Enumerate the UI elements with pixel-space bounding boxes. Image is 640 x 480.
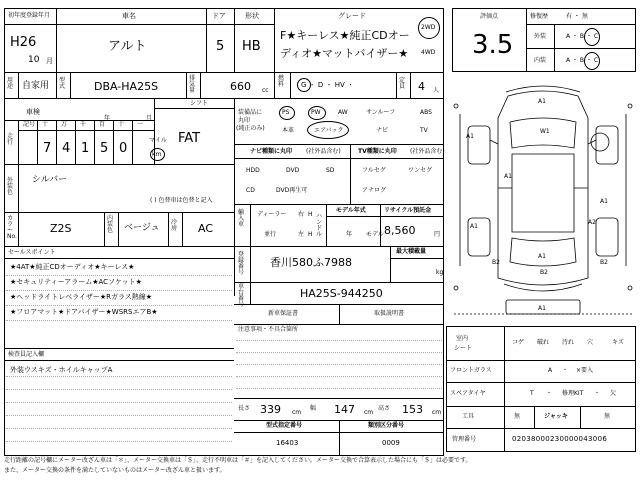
equipment-item: PS <box>282 109 290 116</box>
notes-rule <box>236 340 442 341</box>
diagram-label-a1-rear: A1 <box>538 253 546 260</box>
mileage-cell-divider <box>113 120 114 164</box>
diagram-label-a1-top: A1 <box>538 98 546 105</box>
spare-option: 欠 <box>610 390 617 397</box>
mileage-digit: 4 <box>62 141 71 156</box>
height-value: 153 <box>402 403 423 416</box>
spare-tire-label: スペアタイヤ <box>450 390 486 397</box>
sales-points-label: セールスポイント <box>8 249 56 256</box>
seat-option: 穴 <box>587 339 594 346</box>
management-label: 管理番号 <box>452 436 477 443</box>
equipment-item: PW <box>311 109 321 116</box>
car-damage-diagram <box>450 78 638 324</box>
width-value: 147 <box>334 403 355 416</box>
equipment-item: エアバック <box>314 127 344 134</box>
mileage-digit: 0 <box>119 141 128 156</box>
rating-label: 評価点 <box>480 13 499 20</box>
seat-option: 汚れ <box>562 339 575 346</box>
spare-option: 修理KIT <box>562 390 584 397</box>
drive-4wd-label: 4WD <box>421 49 436 56</box>
import-left-h: H <box>308 231 313 238</box>
equipment-item: 本革 <box>282 127 295 134</box>
equipment-item: AW <box>338 109 348 116</box>
inspector-rule <box>6 415 232 416</box>
drive-2wd-label: 2WD <box>421 24 436 31</box>
model-year-label: モデル年式 <box>336 207 366 214</box>
interior-label: 内装色 <box>107 215 114 234</box>
interior-grade-scale: A ・ B ・ C <box>566 57 599 64</box>
import-right-h: H <box>308 211 313 218</box>
fuel-label: 燃料 <box>278 75 285 88</box>
rating-value: 3.5 <box>472 30 514 60</box>
jack-value: 無 <box>604 413 611 420</box>
seat-option: 破れ <box>537 339 550 346</box>
notes-rule <box>236 388 442 389</box>
tv-type-label: TV種類に丸印 <box>358 148 397 155</box>
sales-point-line: ★フロアマット★ドアバイザー★WSRSエアB★ <box>10 308 158 316</box>
class-label: 類別区分番号 <box>368 422 405 429</box>
car-name: アルト <box>108 39 147 54</box>
mileage-cell-divider <box>94 120 95 164</box>
footer-line-1: 走行距離の記号欄にメーター改ざん車は「＊」、メーター交換車は「＄」、走行不明車は「＃」を記入してください。メーター交換で合算表示した場合にも「＄」は必要です。 <box>4 457 472 464</box>
sales-point-rule <box>6 275 232 276</box>
diagram-label-a1-door: A1 <box>504 173 512 180</box>
equipment-label-1: 装備品に <box>238 109 263 116</box>
sales-point-line: ★ヘッドライトレベライザー★Rガラス熱線★ <box>10 293 153 301</box>
registration-value: 香川580ふ7988 <box>270 256 352 269</box>
model-label: 型式 <box>59 77 66 90</box>
equipment-item: ABS <box>420 109 432 116</box>
kg-unit: kg <box>436 269 444 276</box>
repair-options: 有 ・ 無 <box>566 13 588 20</box>
interior-seat-label-1: 室内 <box>456 335 469 342</box>
import-right: 右 <box>298 211 305 218</box>
nav-option: SD <box>326 167 335 174</box>
exterior-color-label: 外装色 <box>7 177 14 196</box>
mileage-digit-header: 記号 <box>23 121 36 128</box>
height-label: 高さ <box>378 405 391 412</box>
notes-rule <box>236 364 442 365</box>
recycle-value: 8,560 <box>384 224 416 237</box>
mileage-digit-header: 十 <box>42 121 49 128</box>
interior-seat-label-2: シート <box>454 345 473 352</box>
month-unit: 月 <box>46 57 53 65</box>
km-label: km <box>152 151 162 158</box>
airbag-circle <box>307 121 349 139</box>
inspector-rule <box>6 428 232 429</box>
interior-grade-label: 内装 <box>534 57 547 64</box>
inspection-label: 車検 <box>26 108 40 116</box>
windshield-option: ・ <box>562 367 569 374</box>
import-dealer: ディーラー <box>257 211 287 218</box>
first-reg-year: H26 <box>10 35 37 50</box>
displacement-value: 660 <box>230 80 251 93</box>
seat-option: キズ <box>612 339 624 346</box>
interior-value: ベージュ <box>124 223 160 233</box>
mileage-digit-header: 百 <box>99 121 106 128</box>
width-label: 幅 <box>310 405 317 412</box>
cc-unit: cc <box>262 87 269 94</box>
yen-unit: 円 <box>434 231 441 238</box>
nav-option: HDD <box>246 167 260 174</box>
mile-label: マイル <box>149 137 167 144</box>
shift-value: FAT <box>178 131 201 146</box>
equipment-item: TV <box>420 127 428 134</box>
ac-value: AC <box>198 222 214 235</box>
import-left: 左 <box>298 231 305 238</box>
exterior-grade-circle <box>584 28 600 46</box>
mileage-digit: 7 <box>43 141 52 156</box>
sales-point-rule <box>6 305 232 306</box>
class-value: 0009 <box>382 439 400 447</box>
inspector-rule <box>6 441 232 442</box>
recycle-label: リサイクル預託金 <box>384 207 432 214</box>
nav-option: CD <box>246 187 255 194</box>
model-value: DBA-HA25S <box>94 80 159 93</box>
diagram-label-b2-left: B2 <box>492 259 500 266</box>
equipment-label-2: 丸印 <box>238 117 251 124</box>
grade-line-2: ディオ★マットバイザー★ <box>280 47 409 60</box>
shape-value: HB <box>242 39 261 54</box>
color-no-label: カラーNo. <box>7 215 17 240</box>
purpose-value: 自家用 <box>22 81 50 91</box>
inspection-month-unit: 月 <box>146 115 153 122</box>
displacement-label: 排気量 <box>189 75 196 94</box>
windshield-option: ×要入 <box>576 367 594 374</box>
nav-option: DVD再生可 <box>276 187 308 194</box>
inspector-label: 検査員記入欄 <box>8 351 45 358</box>
doors-value: 5 <box>216 39 225 54</box>
exterior-grade-scale: A ・ B ・ C <box>566 33 599 40</box>
notes-label: 注意事項・不具合箇所 <box>238 326 299 333</box>
warranty-label: 新車保証書 <box>268 310 299 317</box>
mileage-cell-divider <box>132 120 133 164</box>
diagram-label-a1-side: A1 <box>466 133 474 140</box>
import-label: 輸入車 <box>238 209 245 228</box>
mileage-cell-divider <box>56 120 57 164</box>
car-name-label: 車名 <box>122 12 136 20</box>
inspector-rule <box>6 389 232 390</box>
tools-value: 無 <box>514 413 521 420</box>
footer-line-2: また、メーター交換の条件を満たしていないものはメーター改ざん車と扱います。 <box>4 467 226 474</box>
seat-option: コゲ <box>512 339 525 346</box>
nav-type-label: ナビ種類に丸印 <box>250 148 293 155</box>
color-no-value: Z2S <box>50 222 72 235</box>
doors-label: ドア <box>212 12 226 20</box>
exterior-color-note: ( ) 色替車は色替と記入 <box>150 197 213 204</box>
sales-point-rule <box>6 290 232 291</box>
ac-label: 冷房 <box>171 219 178 232</box>
mileage-digit-header: 十 <box>118 121 125 128</box>
width-cm: cm <box>364 409 374 416</box>
chassis-label: 車台番号 <box>238 283 245 308</box>
interior-grade-circle <box>584 52 600 70</box>
mileage-digit-header: 千 <box>80 121 87 128</box>
max-load-label: 最大積載量 <box>396 248 427 255</box>
diagram-label-w1: W1 <box>540 128 550 135</box>
diagram-label-b2-bottom: B2 <box>540 269 548 276</box>
spare-option: ・ <box>594 390 601 397</box>
mileage-digit: 5 <box>100 141 109 156</box>
length-cm: cm <box>292 409 302 416</box>
ps-circle <box>279 106 295 120</box>
person-unit: 人 <box>433 87 440 94</box>
diagram-label-a1-left: A1 <box>470 223 478 230</box>
exterior-grade-label: 外装 <box>534 33 547 40</box>
model-year-unit: 年 <box>346 231 353 238</box>
inspector-rule <box>6 402 232 403</box>
manual-label: 取扱説明書 <box>374 310 405 317</box>
tools-label: 工具 <box>462 413 475 420</box>
purpose-label: 用途 <box>7 77 14 90</box>
repair-history-label: 修復歴 <box>530 13 549 20</box>
tv-option: ワンセグ <box>408 167 433 174</box>
tv-option: アナログ <box>362 187 387 194</box>
management-value: 02038000230000043006 <box>512 435 608 443</box>
diagram-label-a1-bottom: A1 <box>538 305 546 312</box>
tv-type-note: (社外品含む) <box>410 148 445 155</box>
inspector-rule <box>6 376 232 377</box>
pw-circle <box>308 106 326 120</box>
windshield-option: A <box>548 367 553 374</box>
grade-line-1: F★キーレス★純正CDオー <box>280 29 410 42</box>
shape-label: 形状 <box>245 12 259 20</box>
spare-option: ・ <box>546 390 553 397</box>
diagram-label-a2: A2 <box>588 219 596 226</box>
grade-label: グレード <box>338 12 366 20</box>
model-unit: モデル <box>366 231 384 238</box>
jack-label: ジャッキ <box>544 413 568 420</box>
sales-point-line: ★セキュリティーアラーム★ACソケット★ <box>10 278 142 286</box>
import-parallel: 並行 <box>264 231 277 238</box>
damage-circle <box>591 133 609 151</box>
mileage-digit-header: 一 <box>137 121 144 128</box>
registration-label: 登録番号 <box>238 251 245 276</box>
capacity-value: 4 <box>418 80 425 93</box>
equipment-item: サンルーフ <box>366 109 396 116</box>
chassis-value: HA25S-944250 <box>300 287 383 300</box>
sales-point-rule <box>6 320 232 321</box>
equipment-item: ナビ <box>376 127 389 134</box>
diagram-label-b2-right: B2 <box>600 259 608 266</box>
type-cert-label: 型式指定番号 <box>266 422 303 429</box>
first-reg-label: 初年度登録年月 <box>8 12 51 19</box>
height-cm: cm <box>432 409 442 416</box>
sales-point-line: ★4AT★純正CDオーディオ★キーレス★ <box>10 263 135 271</box>
mileage-cell-divider <box>37 120 38 164</box>
type-cert-value: 16403 <box>276 439 299 447</box>
shift-label: シフト <box>190 100 209 107</box>
mileage-cell-divider <box>75 120 76 164</box>
first-reg-month: 10 <box>28 55 40 65</box>
notes-rule <box>236 352 442 353</box>
spare-option: T <box>530 390 534 397</box>
nav-type-note: (社外品含む) <box>306 148 341 155</box>
mileage-label: 走行 <box>7 133 14 146</box>
import-handle: ハンドル <box>316 213 323 238</box>
capacity-label: 定員 <box>399 77 406 90</box>
mileage-digit: 1 <box>81 141 90 156</box>
equipment-label-3: (純正のみ) <box>236 125 265 132</box>
tv-option: フルセグ <box>362 167 386 174</box>
exterior-color-value: シルバー <box>32 175 68 185</box>
fuel-options: G ・ D ・ HV ・ <box>301 81 354 89</box>
length-label: 長さ <box>238 405 251 412</box>
length-value: 339 <box>260 403 281 416</box>
inspection-year-unit: 年 <box>104 115 111 122</box>
mileage-digit-header: 万 <box>61 121 68 128</box>
inspector-line-1: 外装ウスキズ・ホイルキャップA <box>10 366 113 374</box>
nav-option: DVD <box>286 167 300 174</box>
diagram-label-a1-right: A1 <box>600 198 608 205</box>
notes-rule <box>236 376 442 377</box>
windshield-label: フロントガラス <box>450 367 492 374</box>
